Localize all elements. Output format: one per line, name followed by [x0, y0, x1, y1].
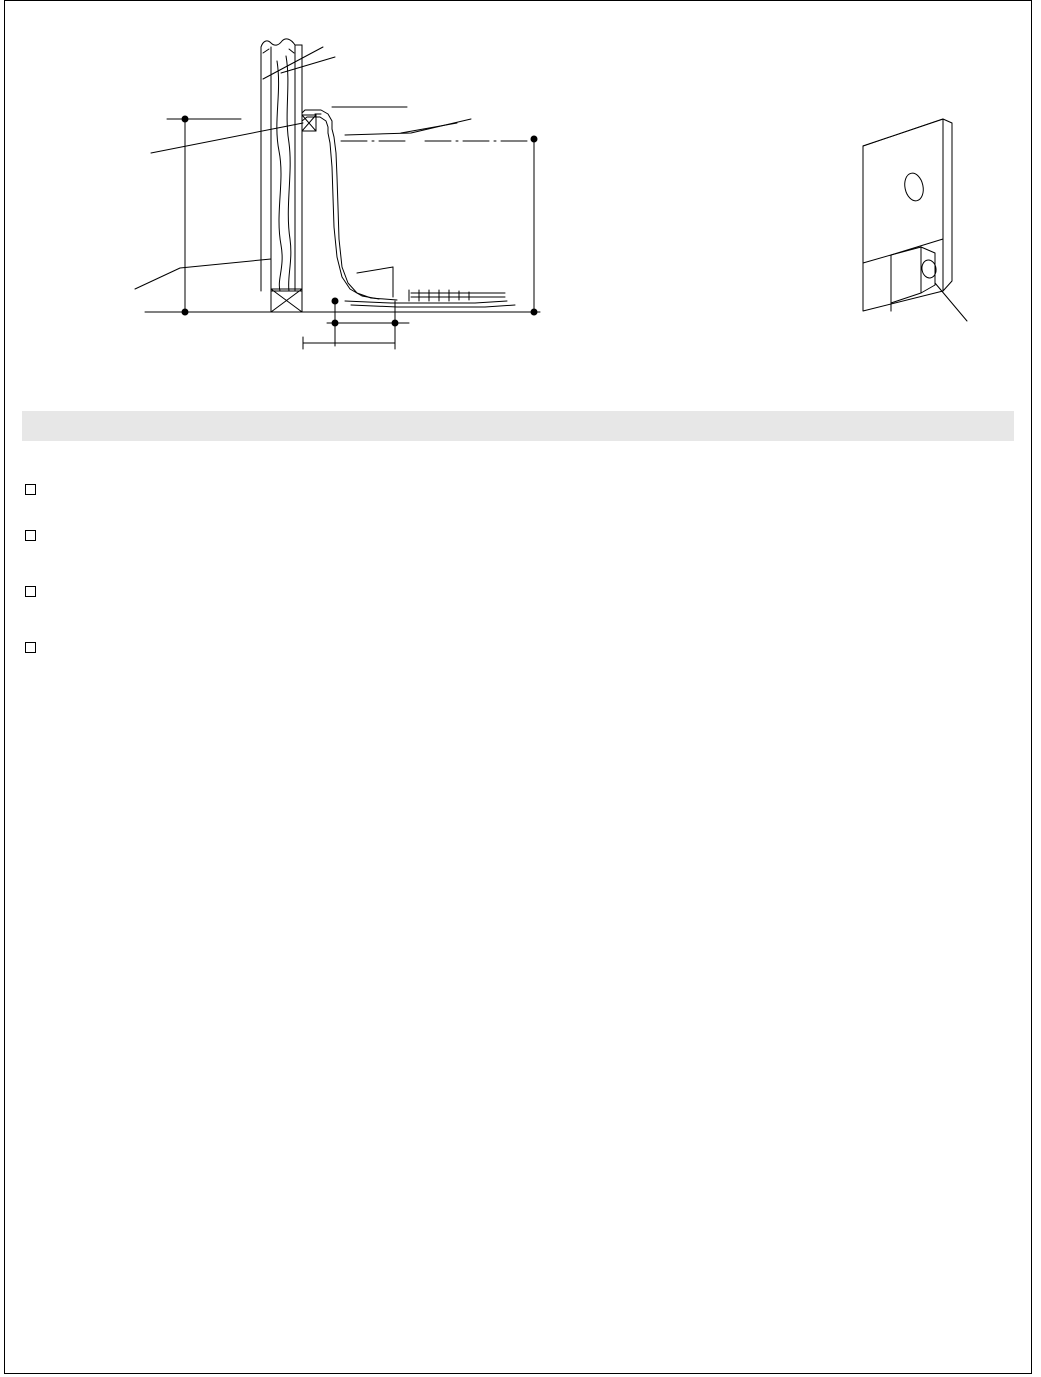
- section-heading-band: [22, 411, 1014, 441]
- slab-base-icon: [145, 289, 540, 312]
- technical-drawing: [5, 1, 1031, 401]
- checkbox-2[interactable]: [25, 530, 36, 541]
- list-item[interactable]: [22, 528, 1002, 562]
- flashing-profile-icon: [302, 107, 407, 300]
- dimension-lines-icon: [167, 116, 537, 349]
- checkbox-3[interactable]: [25, 586, 36, 597]
- list-item[interactable]: [22, 482, 1002, 506]
- list-item[interactable]: [22, 584, 1002, 618]
- list-item[interactable]: [22, 640, 1002, 664]
- checkbox-1[interactable]: [25, 484, 36, 495]
- angle-bracket-isometric-icon: [863, 119, 967, 321]
- checklist: [22, 482, 1002, 686]
- checkbox-4[interactable]: [25, 642, 36, 653]
